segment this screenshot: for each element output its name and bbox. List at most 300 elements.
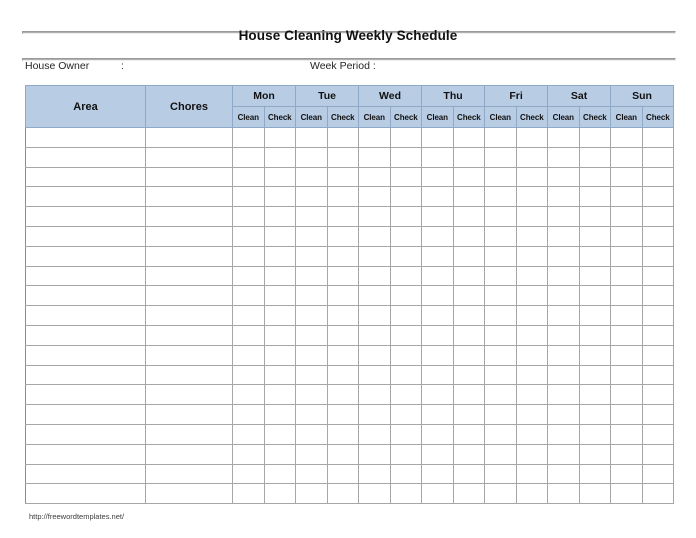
cell-tue-clean[interactable] <box>296 207 328 227</box>
cell-sat-clean[interactable] <box>548 424 580 444</box>
cell-sat-check[interactable] <box>579 405 611 425</box>
cell-chores[interactable] <box>146 246 233 266</box>
cell-tue-clean[interactable] <box>296 246 328 266</box>
cell-fri-clean[interactable] <box>485 424 517 444</box>
cell-sat-clean[interactable] <box>548 464 580 484</box>
cell-area[interactable] <box>26 207 146 227</box>
cell-mon-check[interactable] <box>264 187 296 207</box>
cell-chores[interactable] <box>146 306 233 326</box>
cell-tue-clean[interactable] <box>296 167 328 187</box>
cell-sun-check[interactable] <box>642 226 674 246</box>
cell-sat-clean[interactable] <box>548 207 580 227</box>
cell-mon-check[interactable] <box>264 246 296 266</box>
cell-wed-check[interactable] <box>390 385 422 405</box>
cell-fri-clean[interactable] <box>485 325 517 345</box>
cell-thu-clean[interactable] <box>422 385 454 405</box>
cell-sat-check[interactable] <box>579 128 611 148</box>
cell-mon-clean[interactable] <box>233 345 265 365</box>
cell-wed-clean[interactable] <box>359 424 391 444</box>
cell-fri-clean[interactable] <box>485 365 517 385</box>
cell-mon-check[interactable] <box>264 405 296 425</box>
cell-tue-check[interactable] <box>327 207 359 227</box>
cell-sun-check[interactable] <box>642 444 674 464</box>
cell-tue-check[interactable] <box>327 345 359 365</box>
cell-mon-check[interactable] <box>264 484 296 504</box>
cell-sun-clean[interactable] <box>611 464 643 484</box>
cell-sun-check[interactable] <box>642 385 674 405</box>
cell-sat-check[interactable] <box>579 365 611 385</box>
cell-area[interactable] <box>26 286 146 306</box>
cell-wed-check[interactable] <box>390 207 422 227</box>
cell-sun-clean[interactable] <box>611 424 643 444</box>
cell-thu-clean[interactable] <box>422 246 454 266</box>
cell-thu-clean[interactable] <box>422 207 454 227</box>
cell-fri-check[interactable] <box>516 464 548 484</box>
cell-area[interactable] <box>26 167 146 187</box>
cell-wed-clean[interactable] <box>359 444 391 464</box>
cell-tue-clean[interactable] <box>296 385 328 405</box>
cell-wed-clean[interactable] <box>359 266 391 286</box>
cell-sat-check[interactable] <box>579 266 611 286</box>
cell-thu-check[interactable] <box>453 207 485 227</box>
cell-chores[interactable] <box>146 128 233 148</box>
cell-thu-clean[interactable] <box>422 484 454 504</box>
cell-wed-check[interactable] <box>390 246 422 266</box>
cell-tue-check[interactable] <box>327 405 359 425</box>
cell-chores[interactable] <box>146 147 233 167</box>
cell-thu-clean[interactable] <box>422 226 454 246</box>
cell-sun-check[interactable] <box>642 167 674 187</box>
cell-tue-clean[interactable] <box>296 444 328 464</box>
cell-area[interactable] <box>26 424 146 444</box>
cell-mon-check[interactable] <box>264 464 296 484</box>
cell-sat-clean[interactable] <box>548 128 580 148</box>
cell-wed-clean[interactable] <box>359 226 391 246</box>
cell-tue-clean[interactable] <box>296 405 328 425</box>
cell-wed-check[interactable] <box>390 424 422 444</box>
cell-tue-clean[interactable] <box>296 226 328 246</box>
cell-thu-check[interactable] <box>453 306 485 326</box>
cell-sun-clean[interactable] <box>611 207 643 227</box>
cell-mon-clean[interactable] <box>233 246 265 266</box>
cell-sun-clean[interactable] <box>611 385 643 405</box>
cell-sun-check[interactable] <box>642 325 674 345</box>
cell-fri-clean[interactable] <box>485 167 517 187</box>
cell-chores[interactable] <box>146 385 233 405</box>
cell-sun-clean[interactable] <box>611 246 643 266</box>
cell-area[interactable] <box>26 464 146 484</box>
cell-mon-check[interactable] <box>264 306 296 326</box>
cell-wed-check[interactable] <box>390 405 422 425</box>
cell-thu-clean[interactable] <box>422 345 454 365</box>
cell-sun-clean[interactable] <box>611 266 643 286</box>
cell-sat-check[interactable] <box>579 444 611 464</box>
cell-sat-check[interactable] <box>579 246 611 266</box>
cell-sun-check[interactable] <box>642 187 674 207</box>
cell-sat-clean[interactable] <box>548 266 580 286</box>
cell-tue-clean[interactable] <box>296 266 328 286</box>
cell-fri-check[interactable] <box>516 405 548 425</box>
cell-chores[interactable] <box>146 365 233 385</box>
cell-fri-check[interactable] <box>516 128 548 148</box>
cell-chores[interactable] <box>146 187 233 207</box>
cell-sat-clean[interactable] <box>548 385 580 405</box>
cell-sat-clean[interactable] <box>548 345 580 365</box>
cell-thu-check[interactable] <box>453 246 485 266</box>
cell-sat-check[interactable] <box>579 187 611 207</box>
cell-sun-clean[interactable] <box>611 128 643 148</box>
cell-chores[interactable] <box>146 345 233 365</box>
cell-chores[interactable] <box>146 484 233 504</box>
cell-wed-check[interactable] <box>390 187 422 207</box>
cell-mon-clean[interactable] <box>233 167 265 187</box>
cell-fri-clean[interactable] <box>485 246 517 266</box>
cell-wed-clean[interactable] <box>359 365 391 385</box>
cell-sun-check[interactable] <box>642 345 674 365</box>
cell-fri-clean[interactable] <box>485 286 517 306</box>
cell-thu-clean[interactable] <box>422 444 454 464</box>
cell-wed-clean[interactable] <box>359 385 391 405</box>
cell-thu-clean[interactable] <box>422 464 454 484</box>
cell-thu-check[interactable] <box>453 464 485 484</box>
cell-sat-clean[interactable] <box>548 246 580 266</box>
cell-sat-check[interactable] <box>579 286 611 306</box>
cell-area[interactable] <box>26 365 146 385</box>
cell-sat-clean[interactable] <box>548 167 580 187</box>
cell-wed-check[interactable] <box>390 167 422 187</box>
cell-chores[interactable] <box>146 266 233 286</box>
cell-fri-check[interactable] <box>516 484 548 504</box>
cell-sun-check[interactable] <box>642 147 674 167</box>
cell-wed-check[interactable] <box>390 444 422 464</box>
cell-wed-clean[interactable] <box>359 187 391 207</box>
cell-mon-clean[interactable] <box>233 424 265 444</box>
cell-tue-clean[interactable] <box>296 345 328 365</box>
cell-sun-check[interactable] <box>642 286 674 306</box>
cell-wed-clean[interactable] <box>359 128 391 148</box>
cell-sun-clean[interactable] <box>611 405 643 425</box>
cell-area[interactable] <box>26 128 146 148</box>
cell-sat-clean[interactable] <box>548 286 580 306</box>
cell-wed-clean[interactable] <box>359 147 391 167</box>
cell-sun-clean[interactable] <box>611 286 643 306</box>
cell-fri-check[interactable] <box>516 345 548 365</box>
cell-fri-check[interactable] <box>516 167 548 187</box>
cell-tue-check[interactable] <box>327 306 359 326</box>
cell-chores[interactable] <box>146 167 233 187</box>
cell-mon-check[interactable] <box>264 385 296 405</box>
cell-sun-clean[interactable] <box>611 147 643 167</box>
cell-tue-check[interactable] <box>327 365 359 385</box>
cell-area[interactable] <box>26 405 146 425</box>
cell-thu-clean[interactable] <box>422 128 454 148</box>
cell-chores[interactable] <box>146 207 233 227</box>
cell-sat-check[interactable] <box>579 385 611 405</box>
cell-tue-check[interactable] <box>327 128 359 148</box>
cell-thu-check[interactable] <box>453 286 485 306</box>
cell-fri-check[interactable] <box>516 385 548 405</box>
cell-sun-check[interactable] <box>642 464 674 484</box>
cell-mon-check[interactable] <box>264 444 296 464</box>
cell-thu-check[interactable] <box>453 325 485 345</box>
cell-tue-check[interactable] <box>327 226 359 246</box>
cell-mon-check[interactable] <box>264 424 296 444</box>
cell-area[interactable] <box>26 226 146 246</box>
cell-area[interactable] <box>26 306 146 326</box>
cell-tue-check[interactable] <box>327 464 359 484</box>
cell-mon-check[interactable] <box>264 207 296 227</box>
cell-sat-check[interactable] <box>579 167 611 187</box>
cell-chores[interactable] <box>146 424 233 444</box>
cell-mon-clean[interactable] <box>233 444 265 464</box>
cell-fri-clean[interactable] <box>485 444 517 464</box>
cell-chores[interactable] <box>146 405 233 425</box>
cell-mon-clean[interactable] <box>233 187 265 207</box>
cell-sun-check[interactable] <box>642 207 674 227</box>
cell-sun-clean[interactable] <box>611 167 643 187</box>
cell-fri-check[interactable] <box>516 207 548 227</box>
cell-chores[interactable] <box>146 286 233 306</box>
cell-area[interactable] <box>26 147 146 167</box>
cell-sat-check[interactable] <box>579 325 611 345</box>
cell-sun-check[interactable] <box>642 484 674 504</box>
cell-sat-clean[interactable] <box>548 444 580 464</box>
cell-fri-clean[interactable] <box>485 464 517 484</box>
cell-fri-clean[interactable] <box>485 207 517 227</box>
cell-thu-check[interactable] <box>453 385 485 405</box>
cell-thu-clean[interactable] <box>422 167 454 187</box>
cell-sun-clean[interactable] <box>611 444 643 464</box>
cell-mon-clean[interactable] <box>233 306 265 326</box>
cell-wed-check[interactable] <box>390 345 422 365</box>
cell-thu-check[interactable] <box>453 424 485 444</box>
cell-sun-clean[interactable] <box>611 365 643 385</box>
cell-wed-check[interactable] <box>390 147 422 167</box>
cell-fri-check[interactable] <box>516 187 548 207</box>
cell-wed-check[interactable] <box>390 306 422 326</box>
cell-area[interactable] <box>26 325 146 345</box>
cell-thu-check[interactable] <box>453 444 485 464</box>
cell-wed-clean[interactable] <box>359 167 391 187</box>
cell-mon-check[interactable] <box>264 365 296 385</box>
cell-wed-clean[interactable] <box>359 246 391 266</box>
cell-thu-clean[interactable] <box>422 306 454 326</box>
cell-mon-clean[interactable] <box>233 207 265 227</box>
cell-fri-check[interactable] <box>516 286 548 306</box>
cell-wed-check[interactable] <box>390 464 422 484</box>
cell-thu-clean[interactable] <box>422 424 454 444</box>
cell-wed-clean[interactable] <box>359 306 391 326</box>
cell-tue-check[interactable] <box>327 167 359 187</box>
cell-mon-check[interactable] <box>264 167 296 187</box>
cell-mon-clean[interactable] <box>233 286 265 306</box>
cell-tue-clean[interactable] <box>296 187 328 207</box>
cell-thu-check[interactable] <box>453 345 485 365</box>
cell-area[interactable] <box>26 266 146 286</box>
cell-tue-clean[interactable] <box>296 424 328 444</box>
cell-mon-clean[interactable] <box>233 464 265 484</box>
cell-thu-clean[interactable] <box>422 286 454 306</box>
cell-fri-clean[interactable] <box>485 306 517 326</box>
cell-thu-check[interactable] <box>453 187 485 207</box>
cell-sat-check[interactable] <box>579 226 611 246</box>
cell-sat-clean[interactable] <box>548 405 580 425</box>
cell-fri-check[interactable] <box>516 365 548 385</box>
cell-tue-clean[interactable] <box>296 484 328 504</box>
cell-thu-clean[interactable] <box>422 405 454 425</box>
cell-tue-check[interactable] <box>327 484 359 504</box>
cell-tue-check[interactable] <box>327 147 359 167</box>
cell-thu-check[interactable] <box>453 405 485 425</box>
cell-tue-check[interactable] <box>327 266 359 286</box>
cell-wed-check[interactable] <box>390 325 422 345</box>
cell-area[interactable] <box>26 187 146 207</box>
cell-sat-check[interactable] <box>579 207 611 227</box>
cell-mon-clean[interactable] <box>233 405 265 425</box>
cell-mon-clean[interactable] <box>233 147 265 167</box>
cell-fri-clean[interactable] <box>485 226 517 246</box>
cell-wed-check[interactable] <box>390 226 422 246</box>
cell-mon-check[interactable] <box>264 147 296 167</box>
cell-sat-check[interactable] <box>579 424 611 444</box>
cell-sun-check[interactable] <box>642 405 674 425</box>
cell-fri-check[interactable] <box>516 306 548 326</box>
cell-tue-check[interactable] <box>327 286 359 306</box>
cell-mon-check[interactable] <box>264 128 296 148</box>
cell-fri-check[interactable] <box>516 444 548 464</box>
cell-mon-check[interactable] <box>264 266 296 286</box>
cell-wed-check[interactable] <box>390 128 422 148</box>
cell-sun-check[interactable] <box>642 246 674 266</box>
cell-fri-check[interactable] <box>516 246 548 266</box>
cell-mon-check[interactable] <box>264 345 296 365</box>
cell-sun-clean[interactable] <box>611 325 643 345</box>
cell-chores[interactable] <box>146 226 233 246</box>
cell-thu-clean[interactable] <box>422 365 454 385</box>
cell-wed-clean[interactable] <box>359 484 391 504</box>
cell-fri-clean[interactable] <box>485 147 517 167</box>
cell-sat-clean[interactable] <box>548 187 580 207</box>
cell-mon-clean[interactable] <box>233 325 265 345</box>
cell-wed-clean[interactable] <box>359 405 391 425</box>
cell-fri-clean[interactable] <box>485 187 517 207</box>
cell-fri-clean[interactable] <box>485 484 517 504</box>
cell-area[interactable] <box>26 246 146 266</box>
cell-thu-check[interactable] <box>453 128 485 148</box>
cell-fri-check[interactable] <box>516 147 548 167</box>
cell-thu-check[interactable] <box>453 167 485 187</box>
cell-fri-clean[interactable] <box>485 345 517 365</box>
cell-tue-check[interactable] <box>327 325 359 345</box>
cell-wed-clean[interactable] <box>359 325 391 345</box>
cell-area[interactable] <box>26 484 146 504</box>
cell-tue-clean[interactable] <box>296 464 328 484</box>
cell-fri-clean[interactable] <box>485 385 517 405</box>
cell-fri-clean[interactable] <box>485 405 517 425</box>
cell-mon-clean[interactable] <box>233 385 265 405</box>
cell-tue-clean[interactable] <box>296 128 328 148</box>
cell-mon-clean[interactable] <box>233 226 265 246</box>
cell-fri-check[interactable] <box>516 325 548 345</box>
cell-thu-clean[interactable] <box>422 266 454 286</box>
cell-sun-check[interactable] <box>642 128 674 148</box>
cell-tue-clean[interactable] <box>296 365 328 385</box>
cell-sat-check[interactable] <box>579 484 611 504</box>
cell-sun-clean[interactable] <box>611 484 643 504</box>
cell-sat-check[interactable] <box>579 306 611 326</box>
cell-sat-clean[interactable] <box>548 306 580 326</box>
cell-thu-check[interactable] <box>453 365 485 385</box>
cell-area[interactable] <box>26 385 146 405</box>
cell-wed-check[interactable] <box>390 365 422 385</box>
cell-sat-clean[interactable] <box>548 365 580 385</box>
cell-thu-check[interactable] <box>453 226 485 246</box>
cell-chores[interactable] <box>146 325 233 345</box>
cell-sun-check[interactable] <box>642 266 674 286</box>
cell-tue-clean[interactable] <box>296 147 328 167</box>
cell-sun-check[interactable] <box>642 365 674 385</box>
cell-area[interactable] <box>26 444 146 464</box>
cell-mon-clean[interactable] <box>233 128 265 148</box>
cell-sat-check[interactable] <box>579 147 611 167</box>
cell-sun-clean[interactable] <box>611 345 643 365</box>
cell-wed-clean[interactable] <box>359 345 391 365</box>
cell-mon-clean[interactable] <box>233 365 265 385</box>
cell-mon-check[interactable] <box>264 226 296 246</box>
cell-thu-check[interactable] <box>453 147 485 167</box>
cell-fri-check[interactable] <box>516 266 548 286</box>
cell-mon-check[interactable] <box>264 286 296 306</box>
cell-fri-clean[interactable] <box>485 128 517 148</box>
cell-sun-check[interactable] <box>642 424 674 444</box>
cell-chores[interactable] <box>146 444 233 464</box>
cell-sat-clean[interactable] <box>548 226 580 246</box>
cell-thu-clean[interactable] <box>422 187 454 207</box>
cell-sat-clean[interactable] <box>548 484 580 504</box>
cell-tue-clean[interactable] <box>296 286 328 306</box>
cell-tue-check[interactable] <box>327 444 359 464</box>
cell-tue-clean[interactable] <box>296 325 328 345</box>
cell-wed-check[interactable] <box>390 484 422 504</box>
cell-tue-check[interactable] <box>327 187 359 207</box>
cell-tue-check[interactable] <box>327 424 359 444</box>
cell-tue-clean[interactable] <box>296 306 328 326</box>
cell-mon-clean[interactable] <box>233 266 265 286</box>
cell-area[interactable] <box>26 345 146 365</box>
cell-sat-check[interactable] <box>579 345 611 365</box>
cell-wed-check[interactable] <box>390 266 422 286</box>
cell-sun-clean[interactable] <box>611 306 643 326</box>
cell-thu-check[interactable] <box>453 484 485 504</box>
cell-sun-clean[interactable] <box>611 187 643 207</box>
cell-mon-clean[interactable] <box>233 484 265 504</box>
cell-wed-clean[interactable] <box>359 464 391 484</box>
cell-sat-clean[interactable] <box>548 325 580 345</box>
cell-tue-check[interactable] <box>327 246 359 266</box>
cell-fri-check[interactable] <box>516 424 548 444</box>
cell-sat-clean[interactable] <box>548 147 580 167</box>
cell-wed-clean[interactable] <box>359 286 391 306</box>
cell-fri-clean[interactable] <box>485 266 517 286</box>
cell-sun-check[interactable] <box>642 306 674 326</box>
cell-tue-check[interactable] <box>327 385 359 405</box>
cell-fri-check[interactable] <box>516 226 548 246</box>
cell-sat-check[interactable] <box>579 464 611 484</box>
cell-thu-clean[interactable] <box>422 325 454 345</box>
cell-wed-clean[interactable] <box>359 207 391 227</box>
cell-mon-check[interactable] <box>264 325 296 345</box>
cell-thu-check[interactable] <box>453 266 485 286</box>
